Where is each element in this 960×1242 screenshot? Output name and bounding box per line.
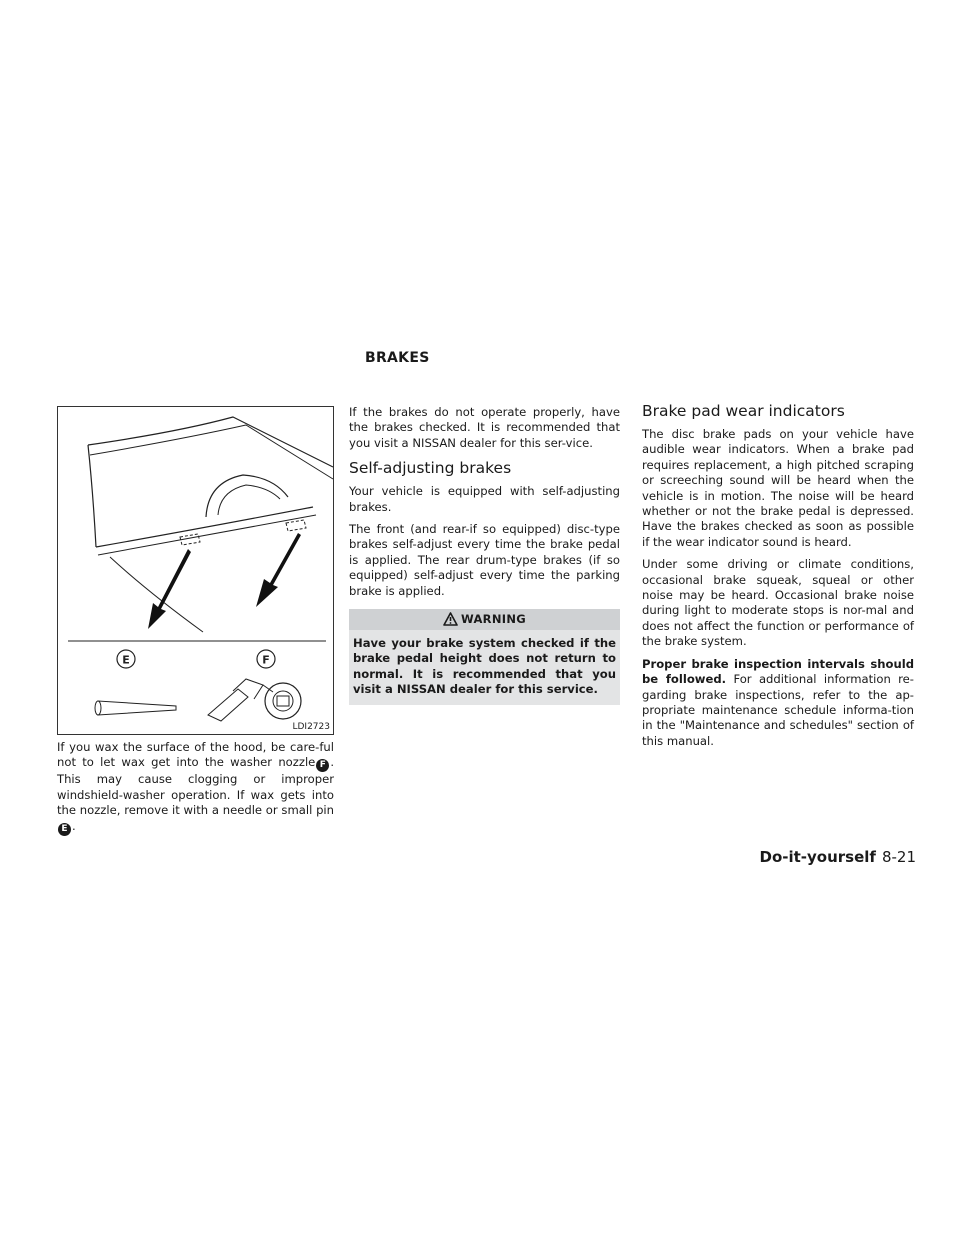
wear-indicators-p3: Proper brake inspection intervals should be followed. For additional information re-garding brake inspections, refer to the ap-propriate maintenance schedule informa-tion in the "Maintenance and schedules" section of this manual. [642, 656, 914, 748]
callout-e: E [58, 823, 71, 836]
left-column [57, 740, 334, 843]
inspection-intervals-bold: Proper brake inspection intervals should be followed. [642, 656, 914, 687]
washer-nozzle-figure [57, 406, 334, 735]
warning-box [349, 609, 620, 705]
warning-label: WARNING [461, 612, 526, 627]
page-number: 8-21 [881, 848, 916, 866]
right-column [642, 402, 914, 756]
wear-indicators-p1: The disc brake pads on your vehicle have audible wear indicators. When a brake pad requires replacement, a high pitched scraping or screeching sound will be heard when the vehicle is in motion. The noise will be heard whether or not the brake pedal is depressed. Have the brakes checked as soon as possible if the wear indicator sound is heard. [642, 427, 914, 549]
middle-column [349, 405, 620, 705]
label-e: E [122, 653, 130, 667]
warning-text: Have your brake system checked if the brake pedal height does not return to normal. It is recommended that you visit a NISSAN dealer for this service. [353, 636, 616, 697]
callout-f: F [316, 759, 329, 772]
self-adjusting-heading: Self-adjusting brakes [349, 459, 512, 478]
wear-indicators-p2: Under some driving or climate conditions, occasional brake squeak, squeal or other noise may be heard. Occasional brake noise during light to moderate stops is nor-mal and does not affect the function or performance of the brake system. [642, 557, 914, 649]
self-adjusting-p2: The front (and rear-if so equipped) disc-type brakes self-adjust every time the brake pedal is applied. The rear drum-type brakes (if so equipped) self-adjust every time the parking brake is applied. [349, 522, 620, 598]
section-title: BRAKES [365, 350, 430, 366]
figure-code: LDI2723 [292, 722, 330, 732]
warning-header [349, 609, 620, 630]
washer-nozzle-illustration [58, 407, 335, 736]
wear-indicators-heading: Brake pad wear indicators [642, 402, 845, 420]
wax-paragraph: If you wax the surface of the hood, be care-ful not to let wax get into the washer nozzle F . This may cause clogging or improper windshield-washer operation. If wax gets into the nozzle, remove it with a needle or small pinE . [57, 740, 334, 834]
page-footer [760, 848, 917, 866]
warning-icon [443, 612, 458, 626]
label-f: F [262, 653, 270, 667]
footer-section: Do-it-yourself [759, 848, 876, 866]
brakes-intro: If the brakes do not operate properly, have the brakes checked. It is recommended that you visit a NISSAN dealer for this ser-vice. [349, 405, 620, 450]
self-adjusting-p1: Your vehicle is equipped with self-adjusting brakes. [349, 484, 620, 514]
